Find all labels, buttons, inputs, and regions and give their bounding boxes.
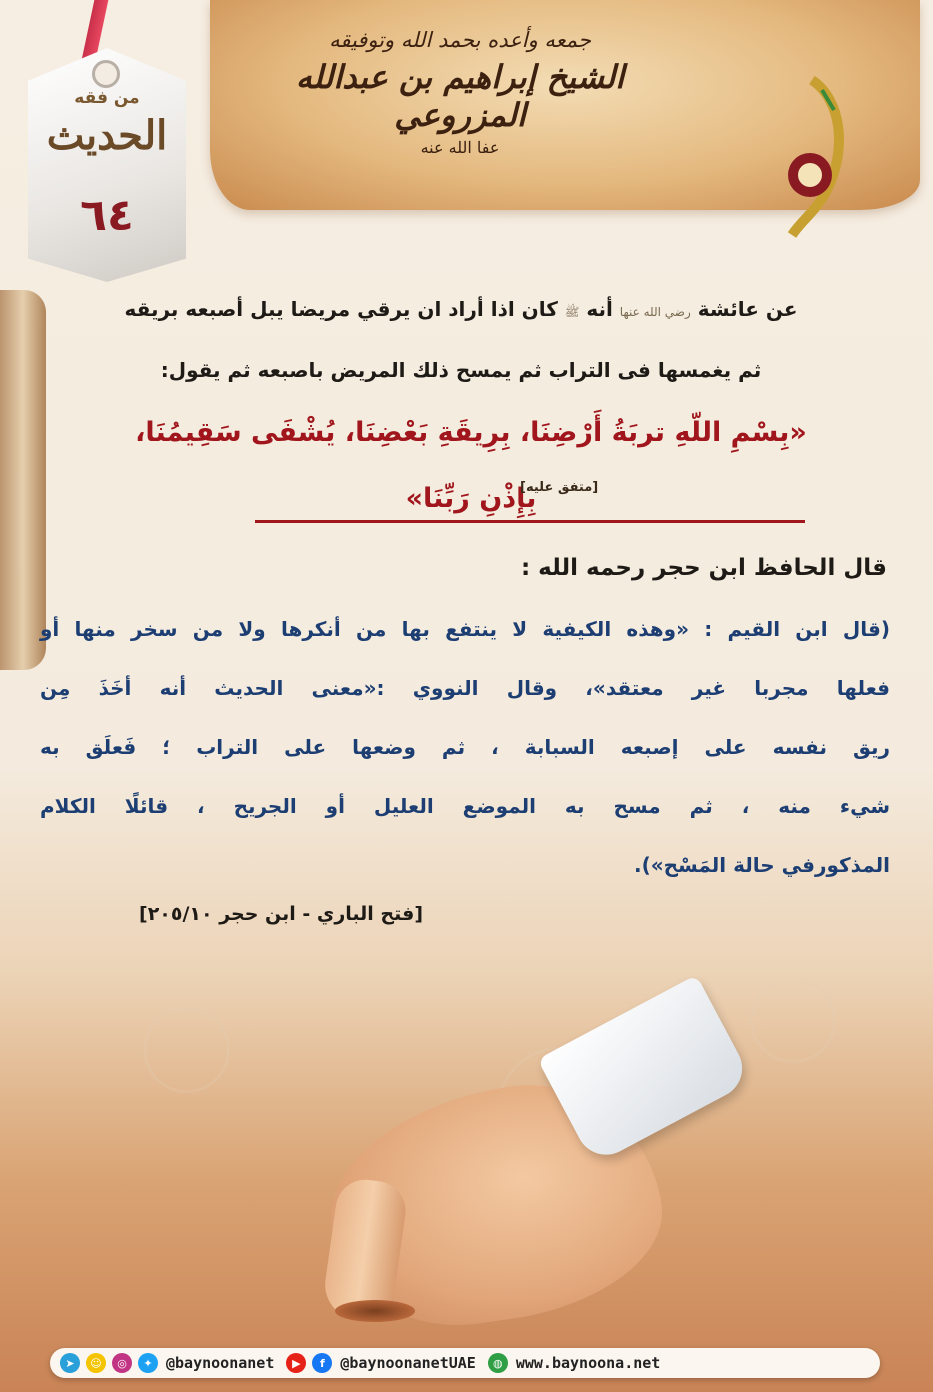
series-number: ٦٤ <box>80 190 134 241</box>
instagram-icon[interactable]: ◎ <box>112 1353 132 1373</box>
commentary-line: المذكورفي حالة المَسْح»). <box>633 853 890 877</box>
author-name: الشيخ إبراهيم بن عبدالله المزروعي <box>295 58 625 134</box>
book-reference: [فتح الباري - ابن حجر ٢٠٥/١٠] <box>139 903 423 925</box>
dua-text <box>100 400 842 532</box>
twitter-icon[interactable]: ✦ <box>138 1353 158 1373</box>
commentary-line: فعلها مجربا غير معتقد»، وقال النووي :«معنى الحديث أنه أخَذَ مِن <box>40 676 890 700</box>
soil-dent <box>335 1300 415 1322</box>
telegram-icon[interactable]: ➤ <box>60 1353 80 1373</box>
baynoona-logo-icon <box>772 70 852 240</box>
social-handle[interactable]: @baynoonanet <box>166 1354 275 1372</box>
tag-hole <box>92 60 120 88</box>
globe-icon[interactable]: ◍ <box>488 1353 508 1373</box>
youtube-icon[interactable]: ▶ <box>286 1353 306 1373</box>
commentary-text <box>40 600 890 895</box>
salutation-glyph: ﷺ <box>564 305 580 319</box>
honorific-glyph: رضي الله عنها <box>619 305 691 319</box>
author-credit <box>280 20 640 157</box>
website-link[interactable]: www.baynoona.net <box>515 1354 661 1372</box>
divider <box>255 520 805 523</box>
dua-line-1: «بِسْمِ اللّهِ تربَةُ أَرْضِنَا، بِرِيقَةِ بَعْضِنَا، يُشْفَى سَقِيمُنَا، <box>135 417 807 448</box>
hadith-line-1: عن عائشة رضي الله عنها أنه ﷺ كان اذا أراد ان يرقي مريضا يبل أصبعه بريقه <box>124 297 798 321</box>
commentary-heading: قال الحافظ ابن حجر رحمه الله : <box>520 555 887 581</box>
hadith-line-2: ثم يغمسها فى التراب ثم يمسح ذلك المريض باصبعه ثم يقول: <box>160 358 762 382</box>
hadith-text <box>40 280 882 399</box>
series-prefix: من فقه <box>74 88 140 108</box>
credit-line-1: جمعه وأعده بحمد الله وتوفيقه <box>329 28 591 52</box>
commentary-line: (قال ابن القيم : «وهذه الكيفية لا ينتفع بها من أنكرها ولا من سخر منها أو <box>40 617 890 641</box>
snapchat-icon[interactable]: ☺ <box>86 1353 106 1373</box>
social-handle-uae[interactable]: @baynoonanetUAE <box>340 1354 476 1372</box>
commentary-line: شيء منه ، ثم مسح به الموضع العليل أو الجريح ، قائلًا الكلام <box>40 794 890 818</box>
facebook-icon[interactable]: f <box>312 1353 332 1373</box>
dua-line-2: بِإِذْنِ رَبِّنَا» <box>405 483 537 514</box>
commentary-line: ريق نفسه على إصبعه السبابة ، ثم وضعها على التراب ؛ فَعلَق به <box>40 735 890 759</box>
credit-line-3: عفا الله عنه <box>420 138 500 157</box>
series-title: الحديث <box>46 112 168 159</box>
social-footer <box>50 1348 880 1378</box>
hadith-source: [متفق عليه] <box>520 480 599 495</box>
